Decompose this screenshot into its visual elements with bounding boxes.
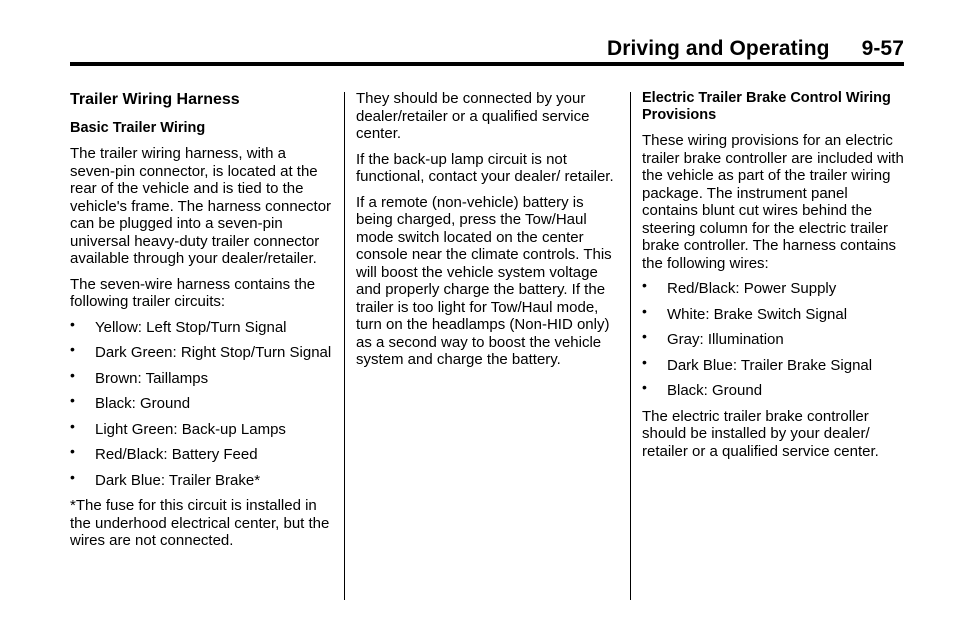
bullet: • [642,328,647,344]
bullet: • [642,379,647,395]
list-item: • Red/Black: Battery Feed [70,443,258,463]
bullet: • [642,353,647,370]
bullet: • [70,366,75,383]
list-item: • Gray: Illumination [642,328,784,348]
column-divider [344,92,345,600]
page-header [607,37,904,61]
paragraph: They should be connected by your dealer/retailer or a qualified service center. [356,90,590,142]
bullet: • [642,302,647,319]
circuit-list [70,315,332,490]
bullet: • [70,315,75,332]
column-divider [630,92,631,600]
bullet: • [70,341,75,357]
list-item: • Dark Green: Right Stop/Turn Signal [70,341,332,361]
list-item: • Red/Black: Power Supply [642,277,837,297]
list-item: • White: Brake Switch Signal [642,302,848,323]
list-item: • Black: Ground [70,392,191,412]
section-title: Driving and Operating [606,37,830,60]
paragraph: The trailer wiring harness, with a seven-pin connector, is located at the rear of the vehicle and is tied to the vehicle's frame. The harness connector can be plugged into a seven-pin universal heavy-duty trailer connector available through your dealer/retailer. [70,145,332,267]
header-rule [70,62,904,66]
list-item: • Yellow: Left Stop/Turn Signal [70,315,287,336]
subsection-heading: Basic Trailer Wiring [70,120,206,136]
wire-list [642,277,906,400]
bullet: • [642,277,647,293]
bullet: • [70,392,75,408]
column-2 [356,90,616,377]
paragraph: These wiring provisions for an electric trailer brake controller are included with the vehicle as part of the trailer wiring package. The instrument panel contains blunt cut wires behind the steering column for the electric trailer brake controller. The harness contains the following wires: [642,132,904,272]
bullet: • [70,417,75,434]
list-item: • Black: Ground [642,379,763,399]
paragraph: The electric trailer brake controller should be installed by your dealer/ retailer or a qualified service center. [642,407,879,460]
bullet: • [70,468,75,485]
list-item: • Dark Blue: Trailer Brake* [70,468,261,489]
subsection-heading: Electric Trailer Brake Control Wiring Provisions [642,90,891,123]
column-3 [642,90,906,468]
column-1 [70,90,332,558]
paragraph: The seven-wire harness contains the following trailer circuits: [70,275,316,310]
paragraph: If a remote (non-vehicle) battery is being charged, press the Tow/Haul mode switch located on the center console near the climate controls. This will boost the vehicle system voltage and properly charge the battery. If the trailer is too light for Tow/Haul mode, turn on the headlamps (Non-HID only) as a second way to boost the vehicle system and charge the battery. [356,193,612,368]
section-heading: Trailer Wiring Harness [70,91,240,108]
list-item: • Brown: Taillamps [70,366,209,387]
list-item: • Dark Blue: Trailer Brake Signal [642,353,873,374]
paragraph: If the back-up lamp circuit is not functional, contact your dealer/ retailer. [356,150,614,185]
list-item: • Light Green: Back-up Lamps [70,417,286,438]
footnote: *The fuse for this circuit is installed in the underhood electrical center, but the wires are not connected. [70,497,330,549]
page-number: 9-57 [861,37,904,60]
bullet: • [70,443,75,459]
